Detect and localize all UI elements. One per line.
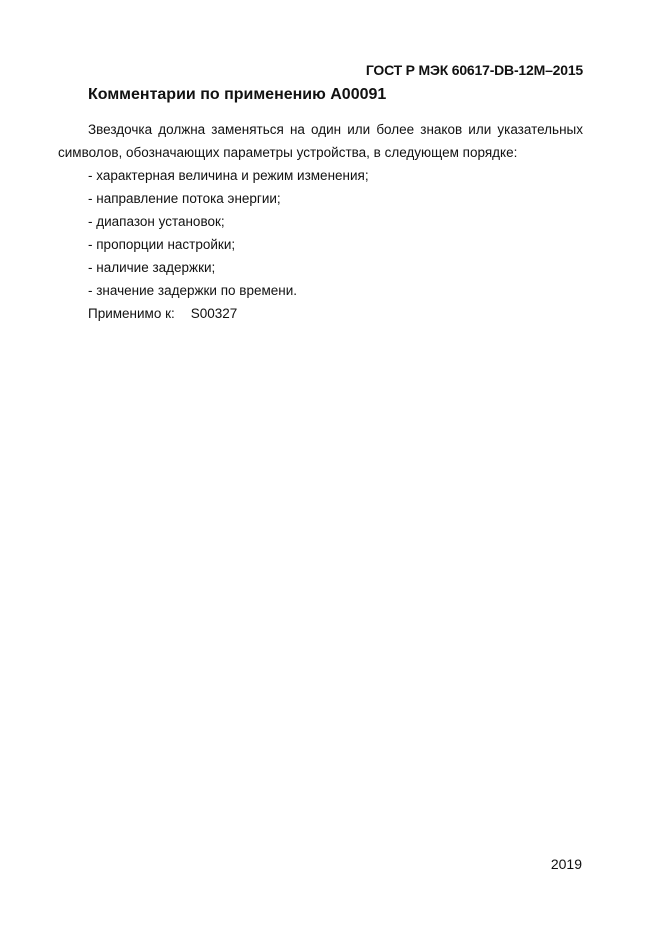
list-item: - наличие задержки; bbox=[88, 260, 216, 275]
document-code: ГОСТ Р МЭК 60617-DB-12M–2015 bbox=[365, 62, 583, 78]
parameter-list bbox=[58, 164, 583, 302]
description-paragraph: Звездочка должна заменяться на один или более знаков или указательных символов, обозначающих параметры устройства, в следующем порядке: bbox=[58, 122, 583, 160]
applies-to bbox=[58, 302, 583, 325]
list-item: - пропорции настройки; bbox=[88, 237, 236, 252]
applies-to-value: S00327 bbox=[190, 306, 238, 321]
body-text bbox=[58, 118, 583, 325]
applies-to-label: Применимо к: bbox=[88, 306, 175, 321]
list-item: - характерная величина и режим изменения; bbox=[88, 168, 369, 183]
list-item: - направление потока энергии; bbox=[88, 191, 281, 206]
section-title: Комментарии по применению A00091 bbox=[88, 86, 387, 103]
list-item: - значение задержки по времени. bbox=[88, 283, 298, 298]
page-number: 2019 bbox=[550, 856, 582, 872]
list-item: - диапазон установок; bbox=[88, 214, 225, 229]
